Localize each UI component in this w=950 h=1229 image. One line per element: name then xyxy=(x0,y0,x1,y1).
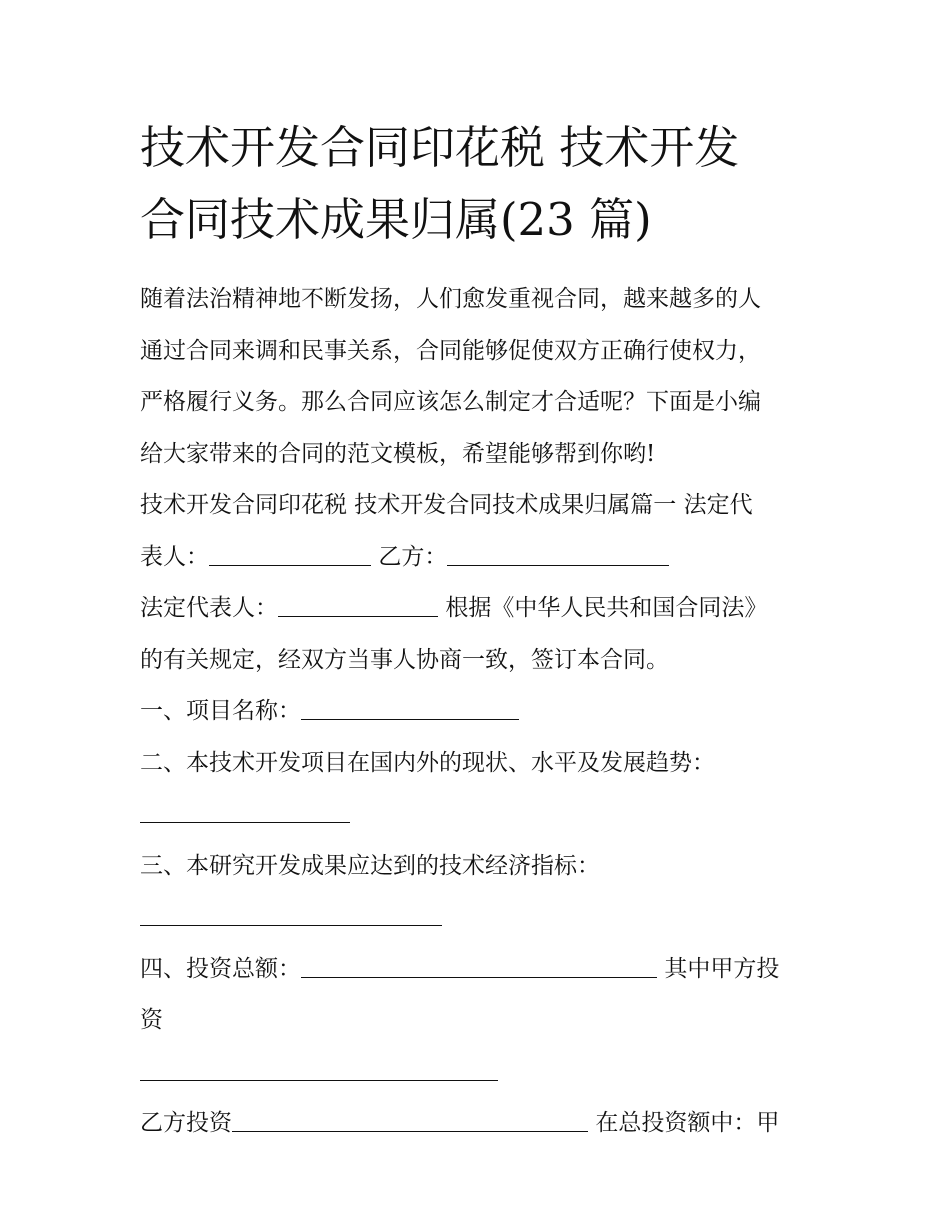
legal-rep-label: 法定代表人： xyxy=(140,595,278,621)
document-body xyxy=(140,274,830,1150)
item-4-party-a-blank xyxy=(140,1058,498,1081)
title-line-2: 合同技术成果归属(23 篇) xyxy=(140,193,652,246)
item-4-label: 四、投资总额： xyxy=(140,955,301,982)
item-1-label: 一、项目名称： xyxy=(140,698,301,724)
item-4-tail-line: 资 xyxy=(140,1007,163,1033)
item-2-blank xyxy=(140,800,350,823)
legal-rep-line xyxy=(140,583,830,635)
party-b-blank xyxy=(447,543,669,566)
section-heading: 技术开发合同印花税 技术开发合同技术成果归属篇一 法定代 xyxy=(140,492,753,518)
item-1-line xyxy=(140,686,830,738)
title-line-1: 技术开发合同印花税 技术开发 xyxy=(140,121,740,174)
item-3-line: 三、本研究开发成果应达到的技术经济指标： xyxy=(140,852,600,879)
item-5-tail: 在总投资额中：甲 xyxy=(595,1110,780,1136)
item-5-blank xyxy=(232,1109,588,1132)
item-4-blank-line xyxy=(140,1047,830,1099)
representative-label: 表人： xyxy=(140,543,209,570)
item-3-blank xyxy=(140,903,442,926)
basis-text-line-2: 的有关规定，经双方当事人协商一致，签订本合同。 xyxy=(140,646,669,673)
item-3-blank-line xyxy=(140,892,830,944)
intro-line-2: 通过合同来调和民事关系，合同能够促使双方正确行使权力， xyxy=(140,337,761,364)
representative-line xyxy=(140,532,830,584)
basis-text: 根据《中华人民共和国合同法》 xyxy=(445,595,768,621)
intro-line-4: 给大家带来的合同的范文模板，希望能够帮到你哟! xyxy=(140,440,656,467)
item-4-blank xyxy=(301,955,657,978)
intro-line-1: 随着法治精神地不断发扬，人们愈发重视合同，越来越多的人 xyxy=(140,286,761,312)
intro-line-3: 严格履行义务。那么合同应该怎么制定才合适呢？下面是小编 xyxy=(140,389,761,415)
item-5-line xyxy=(140,1098,830,1150)
item-1-blank xyxy=(301,697,519,720)
item-2-line: 二、本技术开发项目在国内外的现状、水平及发展趋势： xyxy=(140,749,715,776)
item-4-line xyxy=(140,944,830,996)
item-5-label: 乙方投资 xyxy=(140,1110,232,1136)
party-b-label: 乙方： xyxy=(378,543,448,570)
item-4-tail: 其中甲方投 xyxy=(664,955,780,982)
representative-blank xyxy=(209,543,371,566)
legal-rep-blank xyxy=(278,594,438,617)
item-2-blank-line xyxy=(140,789,830,841)
document-title xyxy=(140,112,820,256)
